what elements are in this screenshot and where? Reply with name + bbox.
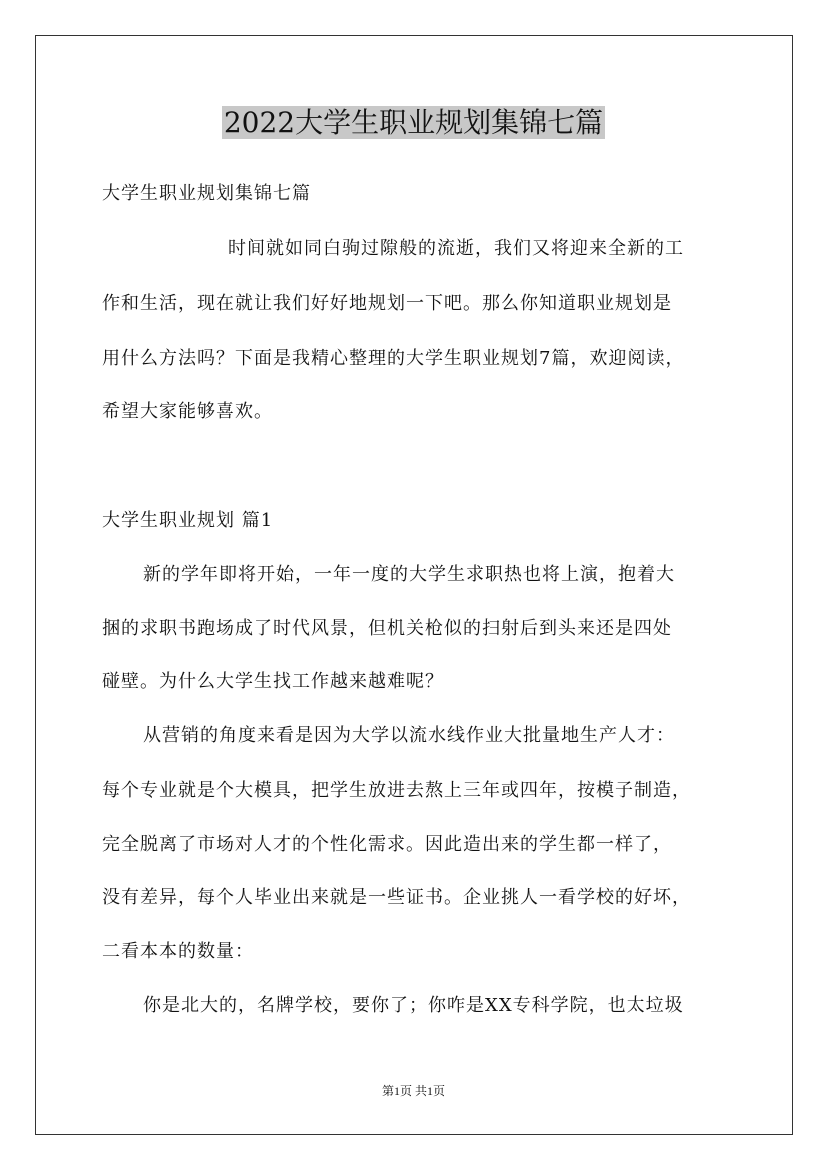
para2-line-2: 每个专业就是个大模具，把学生放进去熬上三年或四年，按模子制造， — [102, 780, 691, 801]
intro-line-3: 用什么方法吗？下面是我精心整理的大学生职业规划7篇，欢迎阅读， — [102, 348, 685, 369]
intro-line-1: 时间就如同白驹过隙般的流逝，我们又将迎来全新的工 — [228, 238, 684, 259]
para3-line-1: 你是北大的，名牌学校，要你了；你咋是XX专科学院，也太垃圾 — [143, 995, 684, 1016]
para1-line-3: 碰壁。为什么大学生找工作越来越难呢？ — [102, 671, 444, 692]
para2-line-5: 二看本本的数量： — [102, 941, 254, 962]
document-title — [0, 103, 827, 143]
title-highlight: 2022大学生职业规划集锦七篇 — [223, 106, 604, 139]
para1-line-1: 新的学年即将开始，一年一度的大学生求职热也将上演，抱着大 — [143, 564, 675, 585]
intro-line-2: 作和生活，现在就让我们好好地规划一下吧。那么你知道职业规划是 — [102, 293, 672, 314]
para1-line-2: 捆的求职书跑场成了时代风景，但机关枪似的扫射后到头来还是四处 — [102, 618, 672, 639]
page-footer: 第1页 共1页 — [381, 1084, 445, 1098]
document-subtitle: 大学生职业规划集锦七篇 — [102, 183, 311, 204]
intro-line-4: 希望大家能够喜欢。 — [102, 401, 273, 422]
section-heading: 大学生职业规划 篇1 — [102, 510, 274, 531]
para2-line-3: 完全脱离了市场对人才的个性化需求。因此造出来的学生都一样了， — [102, 834, 672, 855]
para2-line-1: 从营销的角度来看是因为大学以流水线作业大批量地生产人才： — [143, 725, 675, 746]
para2-line-4: 没有差异，每个人毕业出来就是一些证书。企业挑人一看学校的好坏， — [102, 887, 691, 908]
